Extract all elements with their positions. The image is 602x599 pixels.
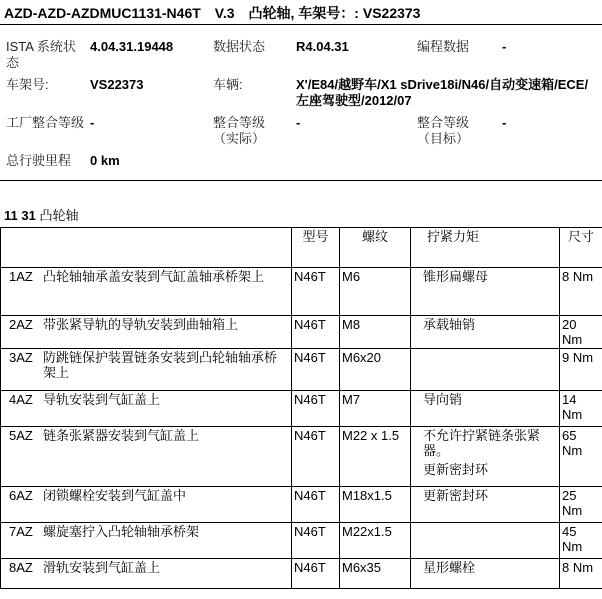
info-divider bbox=[0, 180, 602, 181]
header-position bbox=[1, 228, 292, 268]
position-cell bbox=[1, 487, 292, 523]
torque-note-cell bbox=[411, 349, 560, 391]
vehicle-label: 车辆: bbox=[213, 77, 243, 92]
position-description: 闭锁螺栓安装到气缸盖中 bbox=[43, 488, 187, 503]
header-thread: 螺纹 bbox=[340, 228, 411, 268]
table-row bbox=[1, 487, 602, 523]
size-cell: 25 Nm bbox=[560, 487, 602, 523]
torque-note: 更新密封环 bbox=[423, 488, 489, 503]
type-cell: N46T bbox=[292, 559, 340, 589]
size-cell: 20 Nm bbox=[560, 316, 602, 349]
torque-note-cell bbox=[411, 427, 560, 487]
torque-note: 导向销 bbox=[423, 392, 463, 407]
type-cell: N46T bbox=[292, 427, 340, 487]
ista-status-value: 4.04.31.19448 bbox=[90, 39, 174, 54]
position-cell bbox=[1, 391, 292, 427]
doc-version: V.3 bbox=[214, 5, 235, 21]
torque-note: 锥形扁螺母 bbox=[423, 269, 489, 284]
factory-level-value: - bbox=[90, 115, 95, 130]
section-number: 11 31 bbox=[4, 208, 36, 223]
position-cell bbox=[1, 349, 292, 391]
position-description: 凸轮轴轴承盖安装到气缸盖轴承桥架上 bbox=[43, 269, 265, 284]
header-type: 型号 bbox=[292, 228, 340, 268]
document-title bbox=[4, 3, 602, 23]
torque-note: 星形螺栓 bbox=[423, 560, 476, 575]
header-size: 尺寸 bbox=[560, 228, 602, 268]
vehicle-info-block bbox=[0, 35, 602, 169]
position-description: 滑轨安装到气缸盖上 bbox=[43, 560, 161, 575]
thread-cell: M6x35 bbox=[340, 559, 411, 589]
position-code: 7AZ bbox=[9, 524, 33, 539]
thread-cell: M6 bbox=[340, 268, 411, 316]
type-cell: N46T bbox=[292, 268, 340, 316]
vin-label: 车架号: bbox=[6, 77, 49, 92]
size-cell: 9 Nm bbox=[560, 349, 602, 391]
position-cell bbox=[1, 427, 292, 487]
table-row bbox=[1, 349, 602, 391]
size-cell: 8 Nm bbox=[560, 559, 602, 589]
torque-table bbox=[0, 227, 602, 589]
position-cell bbox=[1, 559, 292, 589]
type-cell: N46T bbox=[292, 523, 340, 559]
actual-level-label: 整合等级（实际） bbox=[213, 115, 266, 146]
table-row bbox=[1, 391, 602, 427]
position-cell bbox=[1, 523, 292, 559]
torque-note: 不允许拧紧链条张紧器。 bbox=[423, 428, 541, 458]
table-row bbox=[1, 316, 602, 349]
size-cell: 65 Nm bbox=[560, 427, 602, 487]
position-description: 带张紧导轨的导轨安装到曲轴箱上 bbox=[43, 317, 239, 332]
mileage-value: 0 km bbox=[90, 153, 120, 168]
position-code: 5AZ bbox=[9, 428, 33, 443]
type-cell: N46T bbox=[292, 487, 340, 523]
vin-value: VS22373 bbox=[90, 77, 144, 92]
data-status-value: R4.04.31 bbox=[296, 39, 349, 54]
torque-note-cell bbox=[411, 559, 560, 589]
size-cell: 45 Nm bbox=[560, 523, 602, 559]
type-cell: N46T bbox=[292, 316, 340, 349]
position-code: 2AZ bbox=[9, 317, 33, 332]
ista-status-label: ISTA 系统状态 bbox=[6, 39, 76, 70]
position-code: 8AZ bbox=[9, 560, 33, 575]
torque-note-cell bbox=[411, 316, 560, 349]
table-row bbox=[1, 268, 602, 316]
torque-note-cell bbox=[411, 268, 560, 316]
torque-note-secondary: 更新密封环 bbox=[423, 462, 489, 477]
target-level-value: - bbox=[502, 115, 507, 130]
doc-subject: 凸轮轴, 车架号：: VS22373 bbox=[248, 5, 421, 21]
programming-data-value: - bbox=[502, 39, 507, 54]
position-code: 1AZ bbox=[9, 269, 33, 284]
section-heading bbox=[4, 205, 78, 224]
table-row bbox=[1, 559, 602, 589]
position-description: 导轨安装到气缸盖上 bbox=[43, 392, 161, 407]
type-cell: N46T bbox=[292, 349, 340, 391]
header-torque: 拧紧力矩 bbox=[411, 228, 560, 268]
target-level-label: 整合等级（目标） bbox=[417, 115, 470, 146]
position-description: 螺旋塞拧入凸轮轴轴承桥架 bbox=[43, 524, 200, 539]
actual-level-value: - bbox=[296, 115, 301, 130]
thread-cell: M8 bbox=[340, 316, 411, 349]
info-row-vehicle bbox=[0, 73, 602, 109]
info-row-status bbox=[0, 35, 602, 73]
programming-data-label: 编程数据 bbox=[417, 39, 470, 54]
thread-cell: M6x20 bbox=[340, 349, 411, 391]
section-name: 凸轮轴 bbox=[39, 208, 79, 223]
factory-level-label: 工厂整合等级 bbox=[6, 115, 85, 130]
position-description: 防跳链保护装置链条安装到凸轮轴轴承桥架上 bbox=[43, 350, 278, 380]
vehicle-value: X'/E84/越野车/X1 sDrive18i/N46/自动变速箱/ECE/左座驾驶型/2012/07 bbox=[296, 77, 589, 108]
table-row bbox=[1, 427, 602, 487]
title-divider bbox=[0, 24, 602, 25]
thread-cell: M18x1.5 bbox=[340, 487, 411, 523]
torque-note-cell bbox=[411, 523, 560, 559]
data-status-label: 数据状态 bbox=[213, 39, 266, 54]
mileage-label: 总行驶里程 bbox=[6, 153, 72, 168]
position-cell bbox=[1, 316, 292, 349]
position-cell bbox=[1, 268, 292, 316]
info-row-mileage bbox=[0, 145, 602, 169]
type-cell: N46T bbox=[292, 391, 340, 427]
torque-note-cell bbox=[411, 487, 560, 523]
position-code: 4AZ bbox=[9, 392, 33, 407]
thread-cell: M22x1.5 bbox=[340, 523, 411, 559]
info-row-integration-levels bbox=[0, 109, 602, 145]
position-description: 链条张紧器安装到气缸盖上 bbox=[43, 428, 200, 443]
table-row bbox=[1, 523, 602, 559]
size-cell: 8 Nm bbox=[560, 268, 602, 316]
thread-cell: M7 bbox=[340, 391, 411, 427]
doc-code: AZD-AZD-AZDMUC1131-N46T bbox=[4, 5, 201, 21]
table-header-row bbox=[1, 228, 602, 268]
position-code: 3AZ bbox=[9, 350, 33, 365]
torque-note: 承载轴销 bbox=[423, 317, 476, 332]
size-cell: 14 Nm bbox=[560, 391, 602, 427]
torque-note-cell bbox=[411, 391, 560, 427]
thread-cell: M22 x 1.5 bbox=[340, 427, 411, 487]
position-code: 6AZ bbox=[9, 488, 33, 503]
